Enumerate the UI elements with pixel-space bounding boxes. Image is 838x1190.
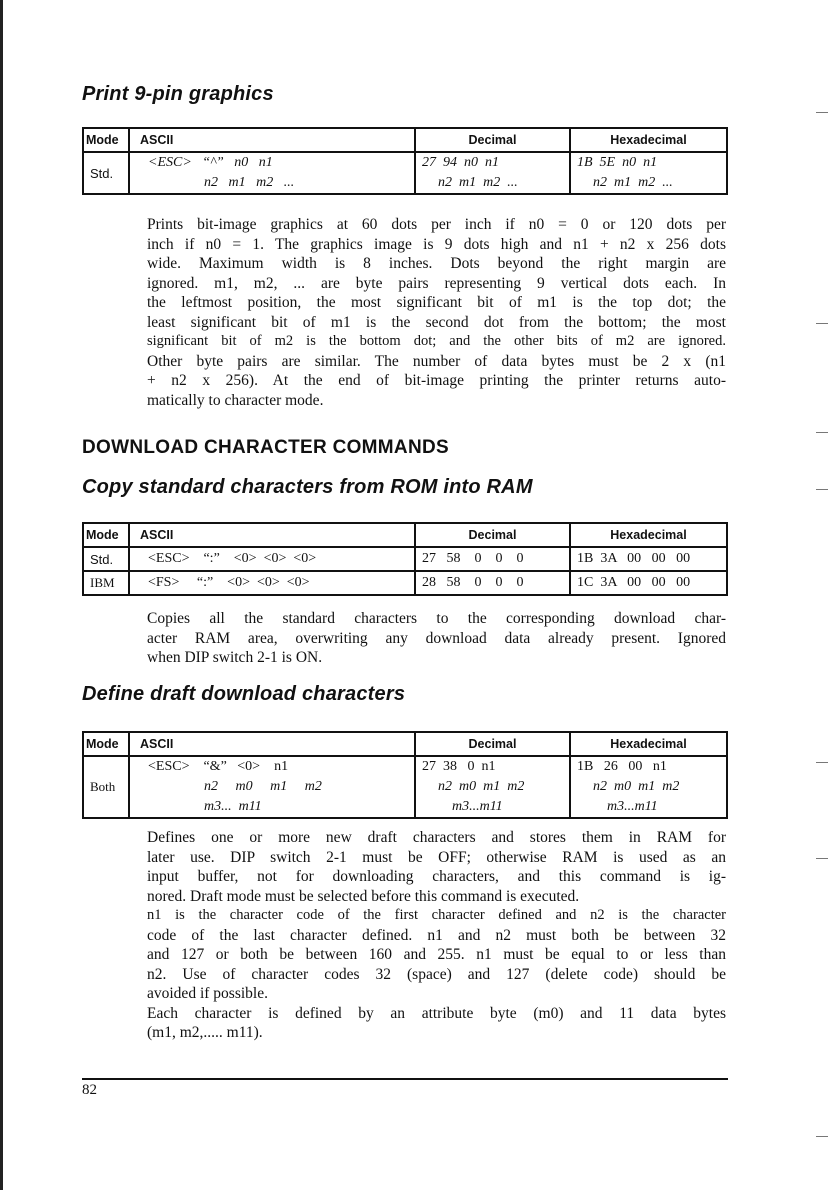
heading-download-commands: DOWNLOAD CHARACTER COMMANDS xyxy=(82,437,449,458)
text-line: (m1, m2,..... m11). xyxy=(147,1024,263,1041)
decimal-line: 28 58 0 0 0 xyxy=(422,575,524,590)
ascii-cell xyxy=(129,571,415,595)
text-line: n2. Use of character codes 32 (space) and 127 (delete code) should be xyxy=(147,965,726,983)
text-line: code of the last character defined. n1 and n2 must both be between 32 xyxy=(147,926,726,944)
paragraph-define-draft xyxy=(147,828,726,1043)
ascii-line xyxy=(148,757,408,777)
table-row-std xyxy=(83,547,727,571)
hex-cell xyxy=(570,756,727,818)
text-line: later use. DIP switch 2-1 must be OFF; otherwise RAM is used as an xyxy=(147,848,726,866)
header-decimal: Decimal xyxy=(415,523,570,547)
ascii-cell xyxy=(129,547,415,571)
heading-print-9pin: Print 9-pin graphics xyxy=(82,83,274,105)
text-line: nored. Draft mode must be selected before this command is executed. xyxy=(147,887,580,905)
text-line: Defines one or more new draft characters and stores them in RAM for xyxy=(147,829,726,846)
text-line: Each character is defined by an attribute byte (m0) and 11 data bytes xyxy=(147,1004,726,1022)
header-decimal: Decimal xyxy=(415,128,570,152)
text-line: acter RAM area, overwriting any download data already present. Ignored xyxy=(147,629,726,647)
mode-cell: Std. xyxy=(83,547,129,571)
decimal-cell xyxy=(415,571,570,595)
scan-mark xyxy=(816,112,828,113)
header-ascii: ASCII xyxy=(129,523,415,547)
text-line: inch if n0 = 1. The graphics image is 9 dots high and n1 + n2 x 256 dots xyxy=(147,235,726,253)
ascii-line: <FS> “:” <0> <0> <0> xyxy=(148,575,310,590)
table-header-row xyxy=(83,523,727,547)
table-row-std xyxy=(83,152,727,194)
decimal-line: 27 38 0 n1 xyxy=(422,759,496,774)
mode-cell: Std. xyxy=(83,152,129,194)
hex-line: 1B 26 00 n1 xyxy=(577,759,667,774)
header-mode: Mode xyxy=(83,523,129,547)
text-line: Other byte pairs are similar. The number of data bytes must be 2 x (n1 xyxy=(147,352,726,370)
header-hex: Hexadecimal xyxy=(570,732,727,756)
text-line: n1 is the character code of the first character defined and n2 is the character xyxy=(147,907,726,923)
ascii-line: n2 m0 m1 m2 xyxy=(204,779,322,794)
ascii-cell xyxy=(129,152,415,194)
text-line: significant bit of m2 is the bottom dot; and the other bits of m2 are ignored. xyxy=(147,333,726,349)
ascii-line: m3... m11 xyxy=(204,799,262,814)
decimal-cell xyxy=(415,547,570,571)
footer-rule xyxy=(82,1078,728,1080)
text-line: Prints bit-image graphics at 60 dots per inch if n0 = 0 or 120 dots per xyxy=(147,216,726,233)
scan-mark xyxy=(816,1136,828,1137)
scan-mark xyxy=(816,858,828,859)
text-line: ignored. m1, m2, ... are byte pairs representing 9 vertical dots each. In xyxy=(147,274,726,292)
decimal-cell xyxy=(415,756,570,818)
scan-mark xyxy=(816,489,828,490)
hex-cell xyxy=(570,571,727,595)
paragraph-print-9pin xyxy=(147,215,726,410)
hex-line: 1B 3A 00 00 00 xyxy=(577,551,691,566)
table-row-ibm xyxy=(83,571,727,595)
text-line: + n2 x 256). At the end of bit-image printing the printer returns auto- xyxy=(147,372,726,389)
hex-cell xyxy=(570,152,727,194)
header-decimal: Decimal xyxy=(415,732,570,756)
ascii-cell xyxy=(129,756,415,818)
ascii-line: <ESC> “:” <0> <0> <0> xyxy=(148,551,317,566)
ascii-text: <ESC> “&” <0> n1 xyxy=(148,759,289,774)
scan-mark xyxy=(816,323,828,324)
table-copy-standard xyxy=(82,522,728,596)
hex-line: 1B 5E n0 n1 xyxy=(577,155,658,170)
header-ascii: ASCII xyxy=(129,732,415,756)
table-define-draft xyxy=(82,731,728,819)
hex-line: m3...m11 xyxy=(607,799,658,814)
decimal-line: m3...m11 xyxy=(452,799,503,814)
table-header-row xyxy=(83,128,727,152)
ascii-line: <ESC> “^” n0 n1 xyxy=(148,155,273,170)
text-line: input buffer, not for downloading characters, and this command is ig- xyxy=(147,868,726,885)
hex-line: 1C 3A 00 00 00 xyxy=(577,575,691,590)
decimal-line: 27 94 n0 n1 xyxy=(422,155,499,170)
text-line: least significant bit of m1 is the second dot from the bottom; the most xyxy=(147,313,726,331)
heading-copy-standard: Copy standard characters from ROM into RAM xyxy=(82,476,533,498)
page-number: 82 xyxy=(82,1082,97,1098)
header-mode: Mode xyxy=(83,128,129,152)
text-line: Copies all the standard characters to the corresponding download char- xyxy=(147,610,726,627)
scan-edge xyxy=(0,0,3,1190)
table-row-both xyxy=(83,756,727,818)
header-hex: Hexadecimal xyxy=(570,523,727,547)
scan-mark xyxy=(816,762,828,763)
text-line: and 127 or both be between 160 and 255. n1 must be equal to or less than xyxy=(147,946,726,963)
heading-define-draft: Define draft download characters xyxy=(82,683,406,705)
decimal-line: n2 m1 m2 ... xyxy=(438,175,518,190)
paragraph-copy-standard xyxy=(147,609,726,668)
text-line: matically to character mode. xyxy=(147,391,324,409)
table-print-9pin xyxy=(82,127,728,195)
decimal-cell xyxy=(415,152,570,194)
text-line: avoided if possible. xyxy=(147,985,268,1002)
hex-line: n2 m1 m2 ... xyxy=(593,175,673,190)
hex-cell xyxy=(570,547,727,571)
header-hex: Hexadecimal xyxy=(570,128,727,152)
ascii-line: n2 m1 m2 ... xyxy=(204,175,295,190)
header-ascii: ASCII xyxy=(129,128,415,152)
mode-cell: Both xyxy=(83,756,129,818)
text-line: when DIP switch 2-1 is ON. xyxy=(147,649,323,666)
mode-cell: IBM xyxy=(83,571,129,595)
table-header-row xyxy=(83,732,727,756)
decimal-line: 27 58 0 0 0 xyxy=(422,551,524,566)
scan-mark xyxy=(816,432,828,433)
header-mode: Mode xyxy=(83,732,129,756)
decimal-line: n2 m0 m1 m2 xyxy=(438,779,525,794)
text-line: the leftmost position, the most significant bit of m1 is the top dot; the xyxy=(147,294,726,311)
text-line: wide. Maximum width is 8 inches. Dots beyond the right margin are xyxy=(147,255,726,272)
hex-line: n2 m0 m1 m2 xyxy=(593,779,680,794)
